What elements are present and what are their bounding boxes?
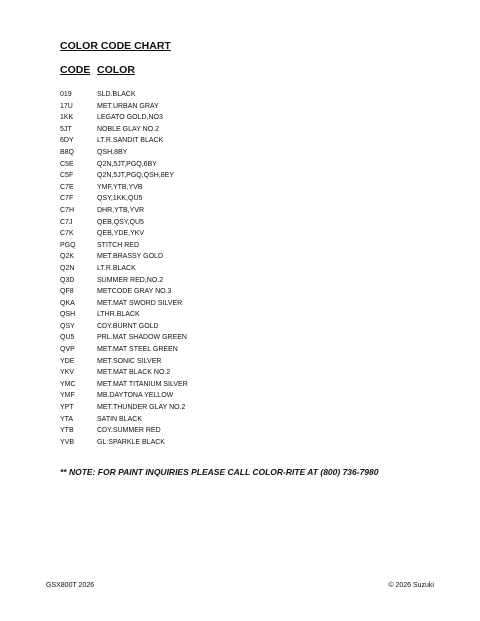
color-code: QSH [60, 311, 76, 319]
color-code: YTB [60, 427, 74, 435]
color-code: 019 [60, 91, 72, 98]
color-code: YMF [60, 392, 75, 400]
color-name: LTHR.BLACK [97, 311, 140, 319]
color-name: NOBLE GLAY NO.2 [97, 125, 159, 133]
color-code: Q2K [60, 253, 75, 261]
color-code: YTA [60, 415, 74, 423]
color-name: METCODE GRAY NO.3 [97, 288, 172, 296]
color-code: 1KK [60, 114, 74, 122]
color-name: QEB,YDE,YKV [97, 230, 145, 238]
color-name: STITCH RED [97, 241, 139, 249]
color-code: C5E [60, 160, 74, 168]
color-name: LT.R.SANDIT BLACK [97, 137, 164, 145]
color-name: CDY.SUMMER RED [97, 427, 161, 435]
color-code: C7H [60, 206, 75, 214]
color-name: YMF,YTB,YVB [97, 183, 143, 191]
color-name: MET.URBAN GRAY [97, 102, 159, 110]
color-code: YKV [60, 369, 75, 377]
color-code: 5JT [60, 125, 72, 133]
page-title: COLOR CODE CHART [60, 40, 171, 52]
color-name: MET.MAT STEEL GREEN [97, 346, 178, 354]
color-name: MET.MAT BLACK NO.2 [97, 369, 171, 377]
color-name: PRL.MAT SHADOW GREEN [97, 334, 187, 342]
color-name: Q2N,5JT,PGQ,QSH,8EY [97, 172, 175, 180]
color-name: MET.THUNDER GLAY NO.2 [97, 404, 186, 412]
color-code: YMC [60, 380, 76, 388]
color-name: SATIN BLACK [97, 415, 142, 423]
color-code: 6DY [60, 137, 74, 145]
color-name: MET.BRASSY GOLD [97, 253, 164, 261]
color-code: QSY [60, 322, 75, 330]
color-code: QVP [60, 346, 75, 354]
color-code: QU5 [60, 334, 75, 342]
color-code: QF8 [60, 288, 74, 296]
color-code: Q2N [60, 264, 75, 272]
color-code: C7K [60, 230, 74, 238]
color-code: C7F [60, 195, 74, 203]
color-code: C7J [60, 218, 73, 226]
color-name: QSY,1KK,QU5 [97, 195, 143, 203]
color-name: MET.SONIC SILVER [97, 357, 162, 365]
column-header-color: COLOR [97, 64, 135, 76]
color-name: QEB,QSY,QU5 [97, 218, 144, 226]
color-code: 17U [60, 102, 73, 110]
color-code: QKA [60, 299, 75, 307]
column-header-code: CODE [60, 64, 91, 76]
color-code: YPT [60, 404, 74, 412]
color-name: GL.SPARKLE BLACK [97, 438, 165, 446]
color-name: DHR,YTB,YVR [97, 206, 145, 214]
color-code: B8Q [60, 148, 75, 156]
color-name: SLD.BLACK [97, 91, 136, 98]
color-code: C5F [60, 172, 74, 180]
color-name: SUMMER RED,NO.2 [97, 276, 164, 284]
footer-copyright: © 2026 Suzuki [388, 582, 434, 589]
color-name: LEGATO GOLD,NO3 [97, 114, 163, 122]
color-name: QSH,8BY [97, 148, 128, 156]
footer-model: GSX800T 2026 [46, 582, 95, 589]
color-code: C7E [60, 183, 74, 191]
color-code: Q3D [60, 276, 75, 284]
color-name: Q2N,5JT,PGQ,6BY [97, 160, 157, 168]
color-code: PGQ [60, 241, 76, 249]
color-code: YDE [60, 357, 75, 365]
color-code: YVB [60, 438, 75, 446]
color-name: LT.R.BLACK [97, 264, 136, 272]
paint-inquiry-note: ** NOTE: FOR PAINT INQUIRIES PLEASE CALL COLOR-RITE AT (800) 736-7980 [60, 467, 379, 477]
color-name: MET.MAT SWORD SILVER [97, 299, 183, 307]
color-name: CDY.BURNT GOLD [97, 322, 159, 330]
color-name: MB.DAYTONA YELLOW [97, 392, 174, 400]
color-name: MET.MAT TITANIUM SILVER [97, 380, 188, 388]
